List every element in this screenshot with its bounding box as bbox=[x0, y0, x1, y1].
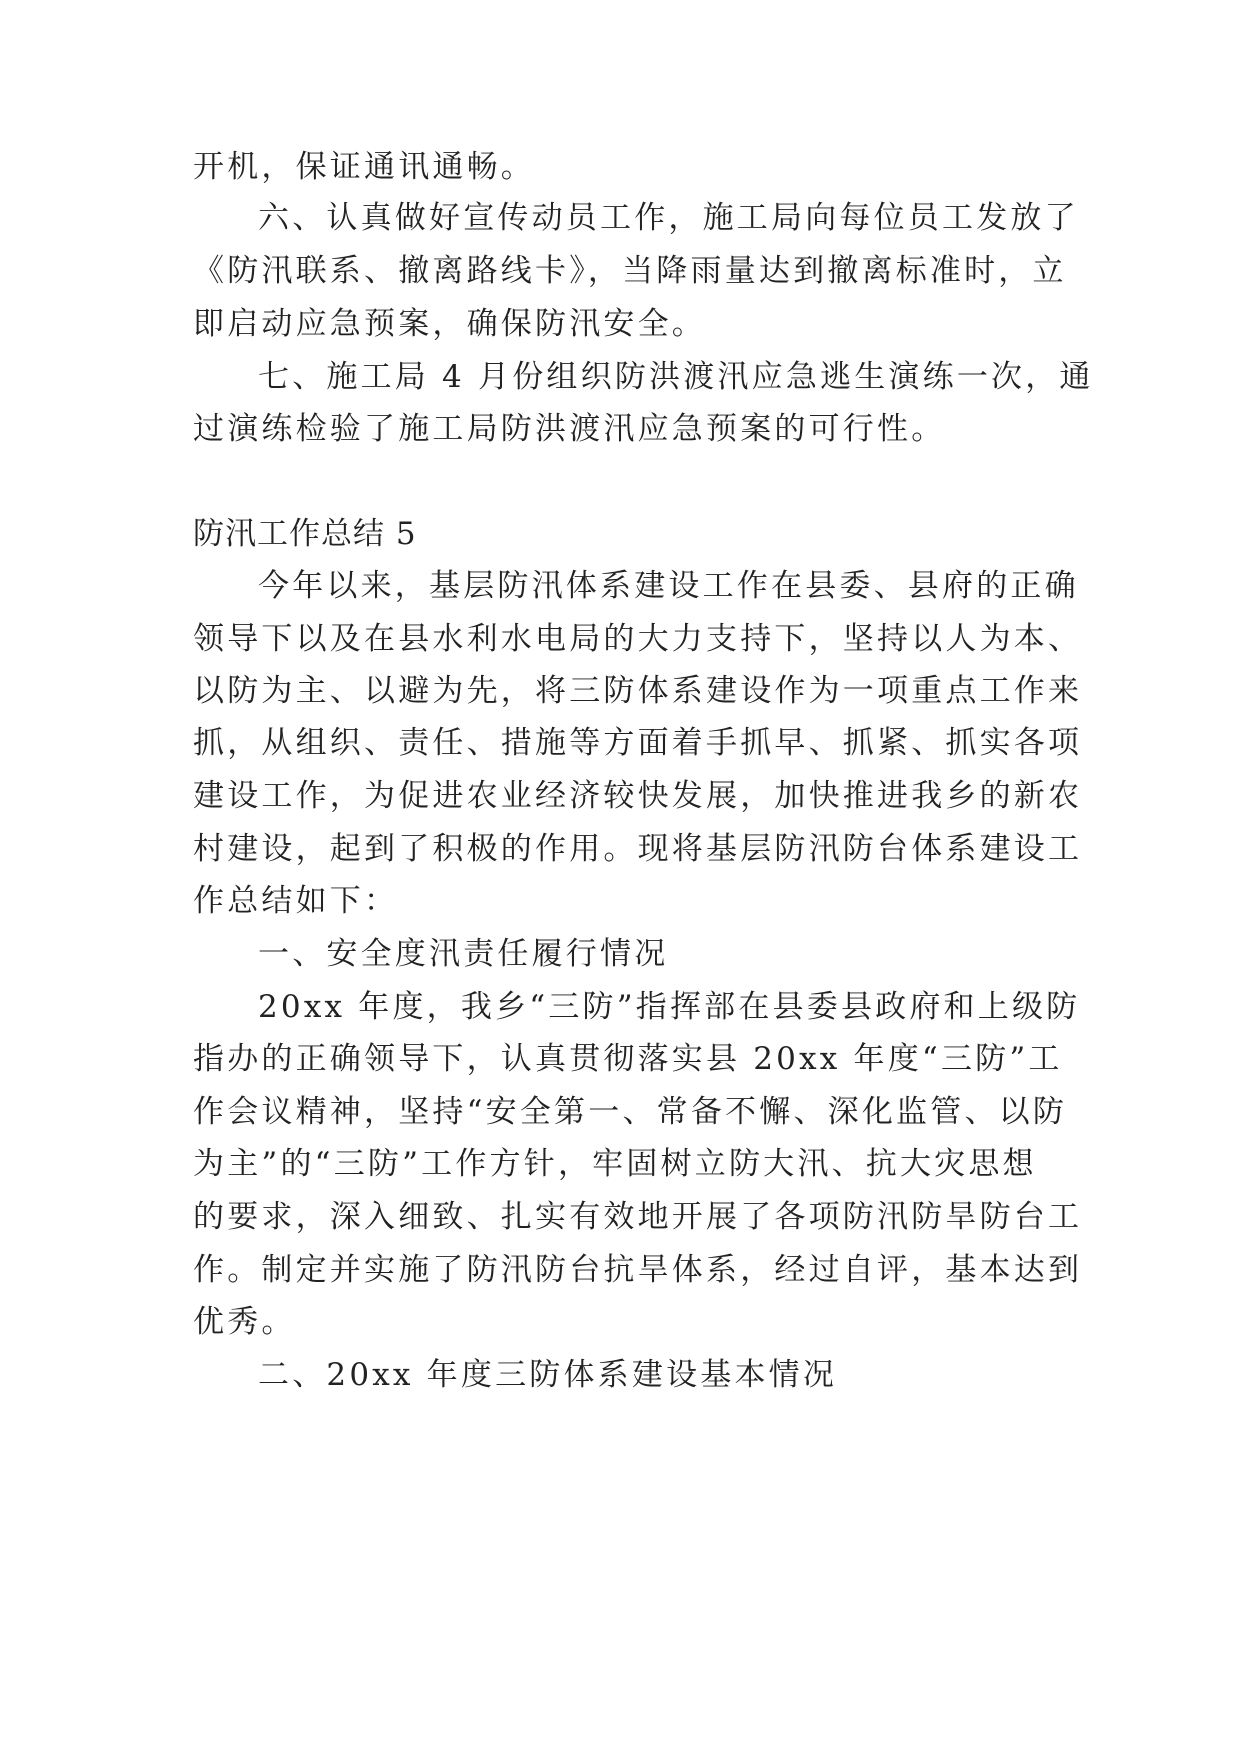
text-line: 领导下以及在县水利水电局的大力支持下，坚持以人为本、 bbox=[193, 621, 1083, 657]
section-heading: 防汛工作总结 5 bbox=[193, 516, 417, 552]
text-line: 抓，从组织、责任、措施等方面着手抓早、抓紧、抓实各项 bbox=[193, 725, 1083, 761]
text-line: 《防汛联系、撤离路线卡》，当降雨量达到撤离标准时，立 bbox=[193, 253, 1067, 289]
text-line: 开机，保证通讯通畅。 bbox=[193, 149, 535, 185]
text-line: 优秀。 bbox=[193, 1304, 296, 1340]
subsection-heading: 一、安全度汛责任履行情况 bbox=[258, 936, 669, 972]
text-line: 指办的正确领导下，认真贯彻落实县 20xx 年度“三防”工 bbox=[193, 1041, 1063, 1077]
text-line: 为主”的“三防”工作方针，牢固树立防大汛、抗大灾思想 bbox=[193, 1146, 1037, 1182]
text-line: 作总结如下： bbox=[193, 883, 399, 919]
text-line: 的要求，深入细致、扎实有效地开展了各项防汛防旱防台工 bbox=[193, 1199, 1083, 1235]
paragraph-start-line: 六、认真做好宣传动员工作，施工局向每位员工发放了 bbox=[258, 200, 1079, 236]
text-line: 即启动应急预案，确保防汛安全。 bbox=[193, 306, 706, 342]
text-line: 建设工作，为促进农业经济较快发展，加快推进我乡的新农 bbox=[193, 778, 1083, 814]
subsection-heading: 二、20xx 年度三防体系建设基本情况 bbox=[258, 1357, 838, 1393]
paragraph-start-line: 今年以来，基层防汛体系建设工作在县委、县府的正确 bbox=[258, 568, 1079, 604]
paragraph-start-line: 20xx 年度，我乡“三防”指挥部在县委县政府和上级防 bbox=[258, 989, 1081, 1025]
text-line: 过演练检验了施工局防洪渡汛应急预案的可行性。 bbox=[193, 411, 946, 447]
text-line: 作。制定并实施了防汛防台抗旱体系，经过自评，基本达到 bbox=[193, 1252, 1083, 1288]
text-line: 村建设，起到了积极的作用。现将基层防汛防台体系建设工 bbox=[193, 831, 1083, 867]
paragraph-start-line: 七、施工局 4 月份组织防洪渡汛应急逃生演练一次，通 bbox=[258, 359, 1094, 395]
text-line: 以防为主、以避为先，将三防体系建设作为一项重点工作来 bbox=[193, 673, 1083, 709]
text-line: 作会议精神，坚持“安全第一、常备不懈、深化监管、以防 bbox=[193, 1094, 1068, 1130]
